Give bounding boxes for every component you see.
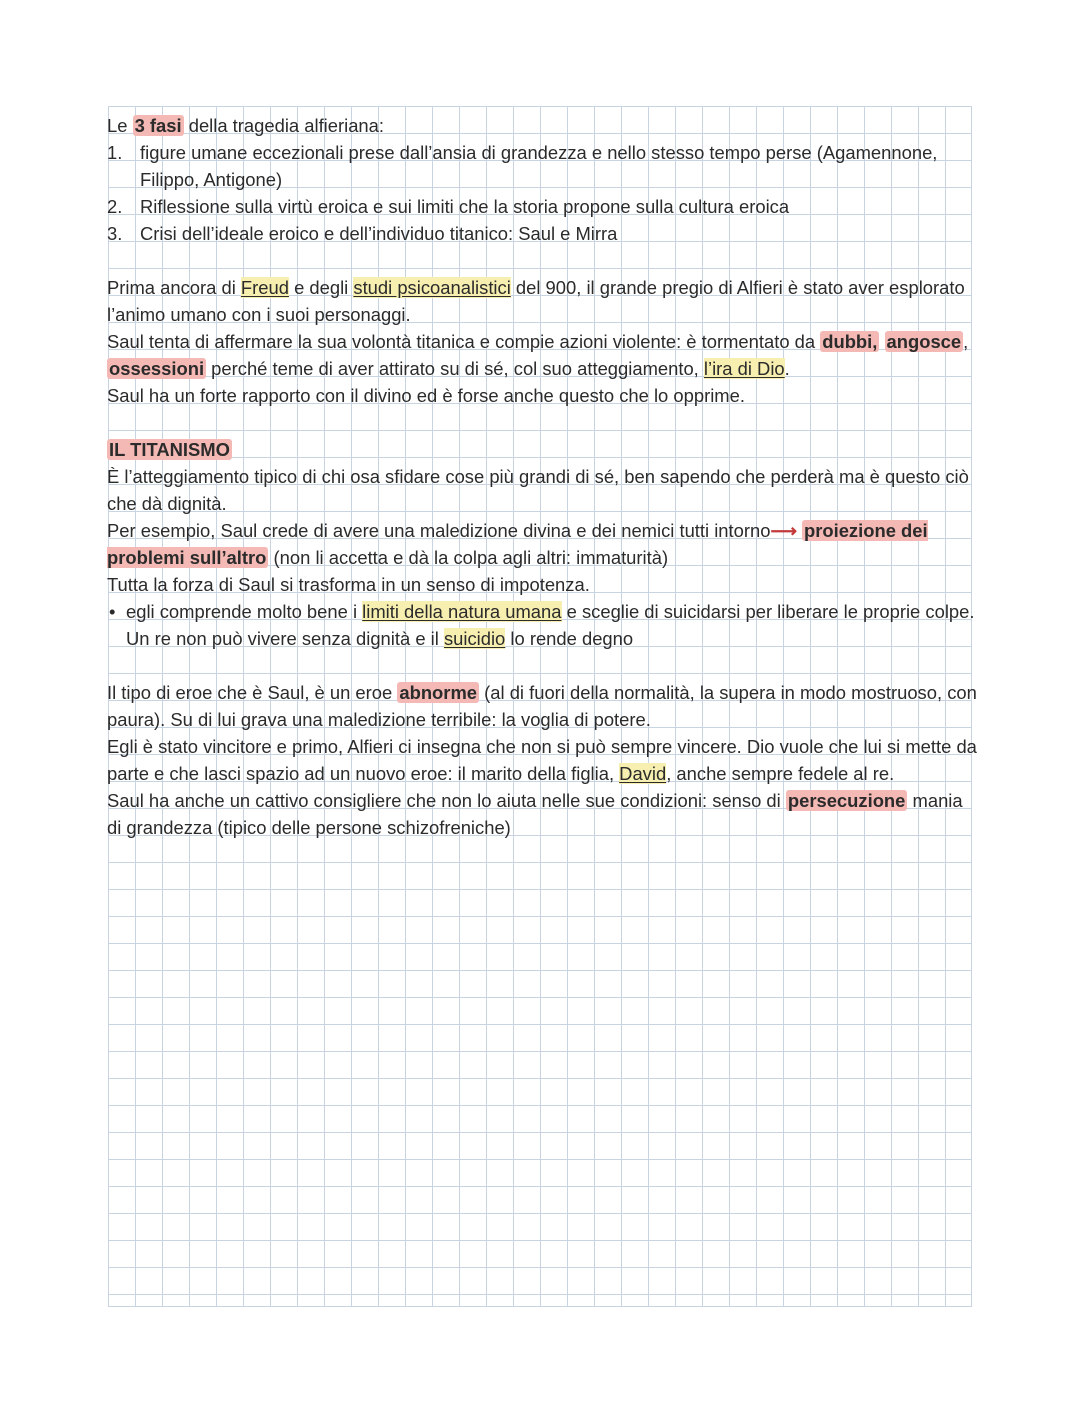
paragraph-divino: Saul ha un forte rapporto con il divino ed è forse anche questo che lo opprime.	[107, 385, 745, 406]
text: Il tipo di eroe che è Saul, è un eroe	[107, 682, 398, 703]
highlight-limiti: limiti della natura umana	[362, 601, 562, 622]
text: e degli	[288, 277, 354, 298]
bullet-item-limiti	[107, 598, 977, 652]
bullet-icon: •	[109, 601, 116, 622]
paragraph-eroe-abnorme	[107, 679, 977, 733]
text: Prima ancora di	[107, 277, 241, 298]
highlight-david: David	[619, 763, 667, 784]
paragraph-titanismo-def: È l’atteggiamento tipico di chi osa sfidare cose più grandi di sé, ben sapendo che perderà ma è questo ciò che dà dignità.	[107, 466, 969, 514]
highlight-persecuzione: persecuzione	[787, 790, 906, 811]
paragraph-saul-tormentato	[107, 328, 977, 382]
text: , anche sempre fedele al re.	[666, 763, 895, 784]
text: Per esempio, Saul crede di avere una maledizione divina e dei nemici tutti intorno	[107, 520, 771, 541]
paragraph-impotenza: Tutta la forza di Saul si trasforma in un senso di impotenza.	[107, 574, 590, 595]
highlight-studi-psicoanalistici: studi psicoanalistici	[353, 277, 511, 298]
intro-text-end: della tragedia alfieriana:	[183, 115, 384, 136]
text: ,	[963, 331, 969, 352]
highlight-3-fasi: 3 fasi	[134, 115, 182, 136]
phase-item-2	[107, 193, 977, 220]
item-text: Riflessione sulla virtù eroica e sui limiti che la storia propone sulla cultura eroica	[140, 196, 790, 217]
intro-text: Le	[107, 115, 133, 136]
highlight-ira-di-dio: l’ira di Dio	[703, 358, 785, 379]
text: Saul tenta di affermare la sua volontà titanica e compie azioni violente: è tormentato da	[107, 331, 821, 352]
item-number: 1.	[107, 142, 123, 163]
highlight-abnorme: abnorme	[399, 682, 478, 703]
text: egli comprende molto bene i	[126, 601, 363, 622]
text: e sceglie di suicidarsi per liberare le proprie colpe. Un re non può vivere senza dignità e il	[126, 601, 975, 649]
paragraph-consigliere	[107, 787, 977, 841]
highlight-dubbi: dubbi,	[822, 331, 878, 352]
text: lo rende degno	[505, 628, 634, 649]
item-text: Crisi dell’ideale eroico e dell’individuo titanico: Saul e Mirra	[140, 223, 618, 244]
text: mania di grandezza (tipico delle persone schizofreniche)	[107, 790, 963, 838]
highlight-freud: Freud	[240, 277, 289, 298]
text: Egli è stato vincitore e primo, Alfieri ci insegna che non si può sempre vincere. Dio vuole che lui si mette da parte e che lasci spazio ad un nuovo eroe: il marito della figlia,	[107, 736, 977, 784]
section-heading-titanismo	[107, 436, 977, 463]
phase-item-3	[107, 220, 977, 247]
highlight-angosce: angosce	[886, 331, 962, 352]
paragraph-vincitore	[107, 733, 977, 787]
text: (non li accetta e dà la colpa agli altri: immaturità)	[268, 547, 669, 568]
highlight-proiezione: proiezione dei problemi sull’altro	[107, 520, 928, 568]
notes-content	[107, 112, 977, 841]
phases-intro	[107, 112, 977, 139]
text: del 900, il grande pregio di Alfieri è stato aver esplorato l’animo umano con i suoi personaggi.	[107, 277, 965, 325]
item-number: 3.	[107, 223, 123, 244]
heading-text: IL TITANISMO	[109, 439, 230, 460]
paragraph-esempio	[107, 517, 977, 571]
item-number: 2.	[107, 196, 123, 217]
text: (al di fuori della normalità, la supera in modo mostruoso, con paura). Su di lui grava una maledizione terribile: la voglia di potere.	[107, 682, 977, 730]
highlight-ossessioni: ossessioni	[109, 358, 205, 379]
paragraph-freud	[107, 274, 977, 328]
item-text: figure umane eccezionali prese dall’ansia di grandezza e nello stesso tempo perse (Agamennone, Filippo, Antigone)	[140, 142, 938, 190]
text: .	[784, 358, 790, 379]
highlight-suicidio: suicidio	[443, 628, 506, 649]
phase-item-1	[107, 139, 977, 193]
text: Saul ha anche un cattivo consigliere che non lo aiuta nelle sue condizioni: senso di	[107, 790, 786, 811]
text: perché teme di aver attirato su di sé, col suo atteggiamento,	[206, 358, 704, 379]
arrow-right-icon: ⟶	[770, 520, 797, 541]
